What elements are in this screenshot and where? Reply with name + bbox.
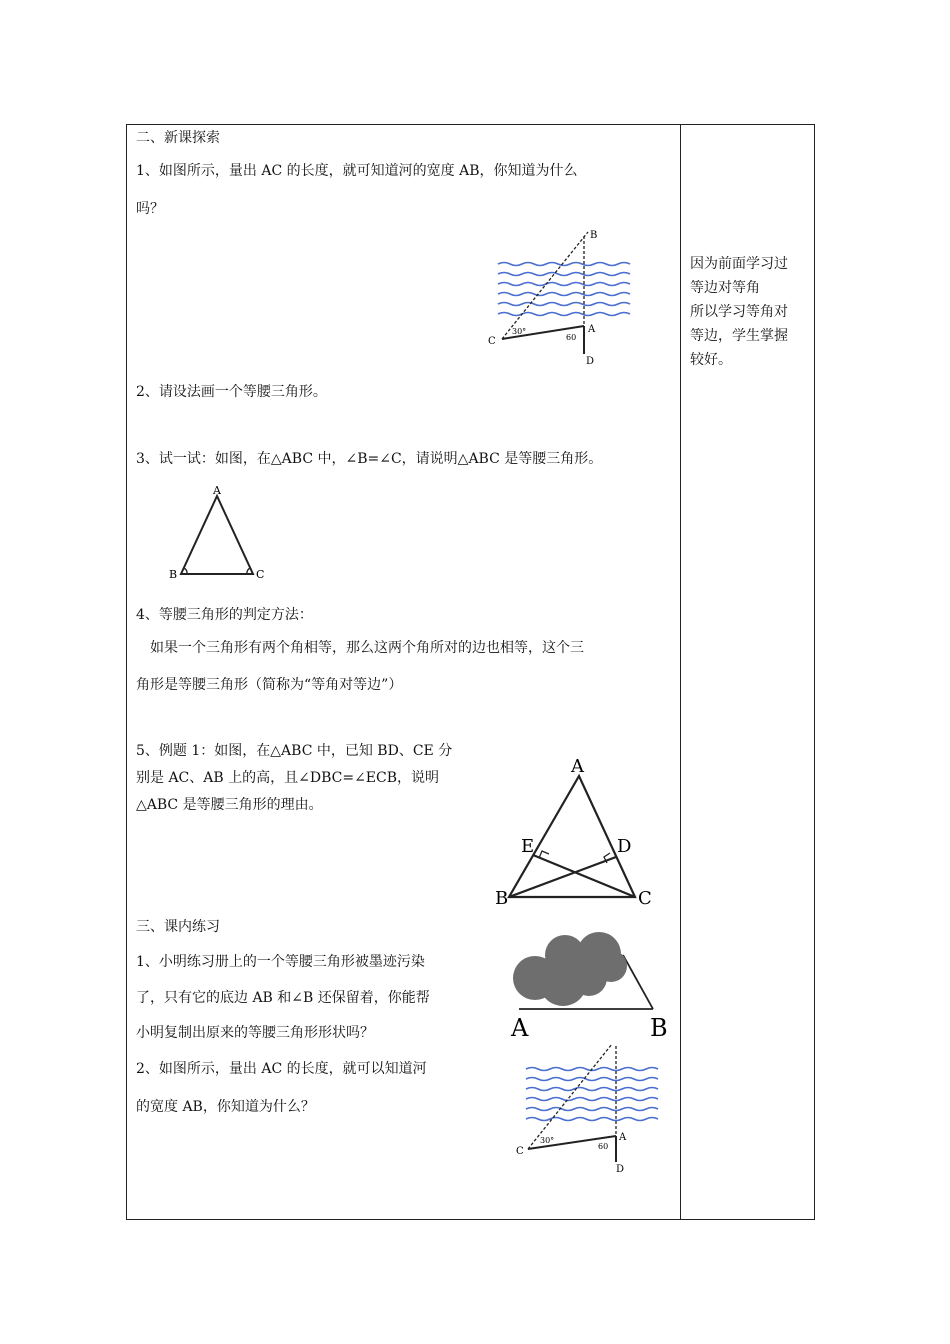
altitudes-label-d: D [617,836,632,857]
river-waves-2 [526,1068,658,1121]
river-waves [498,263,630,316]
river2-label-a: A [619,1132,627,1143]
exercise2-line1: 2、如图所示，量出 AC 的长度，就可以知道河 [136,1061,427,1077]
teaching-note-line1: 因为前面学习过 [690,256,788,272]
altitudes-label-c: C [638,888,652,909]
river2-angle-60: 60 [598,1142,609,1151]
question1-line2: 吗？ [136,201,164,217]
ink-label-b: B [650,1014,668,1042]
altitudes-figure [495,752,665,912]
river2-label-c: C [516,1146,524,1157]
river-angle-60: 60 [566,333,577,342]
river2-angle-30: 30° [540,1136,555,1145]
teaching-note-line5: 较好。 [690,352,732,368]
triangle-label-a: A [213,484,221,497]
question4-line2: 角形是等腰三角形（简称为“等角对等边”） [136,677,403,693]
river-label-b: B [590,230,598,241]
column-divider [680,124,681,1220]
triangle-label-b: B [169,568,178,581]
altitudes-label-e: E [521,836,535,857]
question4-title: 4、等腰三角形的判定方法： [136,607,313,623]
question4-line1: 如果一个三角形有两个角相等，那么这两个角所对的边也相等，这个三 [150,640,584,656]
river-angle-30: 30° [512,327,527,336]
ink-blot [513,932,627,1006]
ink-label-a: A [511,1014,529,1042]
exercise1-line2: 了，只有它的底边 AB 和∠B 还保留着，你能帮 [136,990,430,1006]
river-figure-2 [508,1042,668,1180]
section3-heading: 三、课内练习 [136,919,220,935]
triangle-figure [165,484,275,584]
river-figure-1 [480,224,640,369]
teaching-note-line4: 等边，学生掌握 [690,328,788,344]
exercise1-line3: 小明复制出原来的等腰三角形形状吗？ [136,1025,374,1041]
section2-heading: 二、新课探索 [136,130,220,146]
question5-line1: 5、例题 1：如图，在△ABC 中，已知 BD、CE 分 [136,743,453,759]
river-label-d: D [586,356,595,367]
teaching-note [690,252,812,372]
teaching-note-line3: 所以学习等角对 [690,304,788,320]
question5-line2: 别是 AC、AB 上的高，且∠DBC=∠ECB，说明 [136,770,440,786]
river-label-a: A [588,324,596,335]
question2: 2、请设法画一个等腰三角形。 [136,384,327,400]
ink-triangle-figure [505,930,675,1042]
altitudes-label-b: B [495,888,509,909]
question5-line3: △ABC 是等腰三角形的理由。 [136,797,323,813]
altitudes-label-a: A [571,756,584,777]
teaching-note-line2: 等边对等角 [690,280,760,296]
question3: 3、试一试：如图，在△ABC 中，∠B=∠C，请说明△ABC 是等腰三角形。 [136,451,603,467]
exercise2-line2: 的宽度 AB，你知道为什么？ [136,1099,315,1115]
question1-line1: 1、如图所示，量出 AC 的长度，就可知道河的宽度 AB，你知道为什么 [136,163,578,179]
river-label-c: C [488,336,496,347]
river2-label-d: D [616,1164,625,1175]
exercise1-line1: 1、小明练习册上的一个等腰三角形被墨迹污染 [136,954,425,970]
triangle-label-c: C [256,568,265,581]
